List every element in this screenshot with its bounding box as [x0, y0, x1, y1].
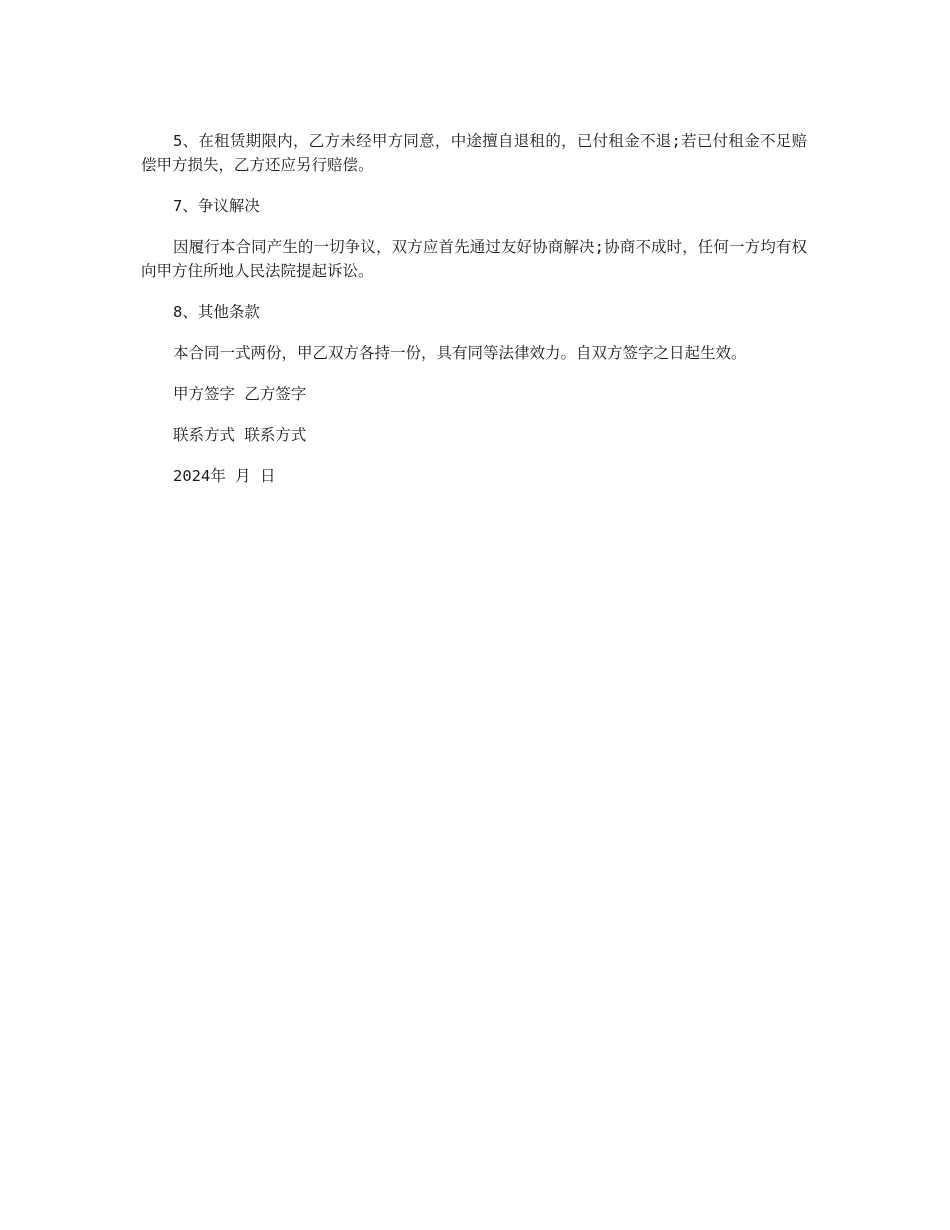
section-heading-other-terms: 8、其他条款 — [173, 303, 260, 321]
clause-5-early-termination: 5、在租赁期限内，乙方未经甲方同意，中途擅自退租的，已付租金不退;若已付租金不足赔偿甲方损失，乙方还应另行赔偿。 — [141, 132, 807, 174]
document-body — [141, 129, 807, 505]
section-heading-dispute-resolution: 7、争议解决 — [173, 197, 260, 215]
dispute-resolution-text: 因履行本合同产生的一切争议，双方应首先通过友好协商解决;协商不成时，任何一方均有权向甲方住所地人民法院提起诉讼。 — [141, 238, 807, 280]
signature-line: 甲方签字 乙方签字 — [173, 385, 307, 403]
other-terms-text: 本合同一式两份，甲乙双方各持一份，具有同等法律效力。自双方签字之日起生效。 — [173, 344, 747, 362]
date-line: 2024年 月 日 — [173, 467, 276, 485]
contact-line: 联系方式 联系方式 — [173, 426, 307, 444]
